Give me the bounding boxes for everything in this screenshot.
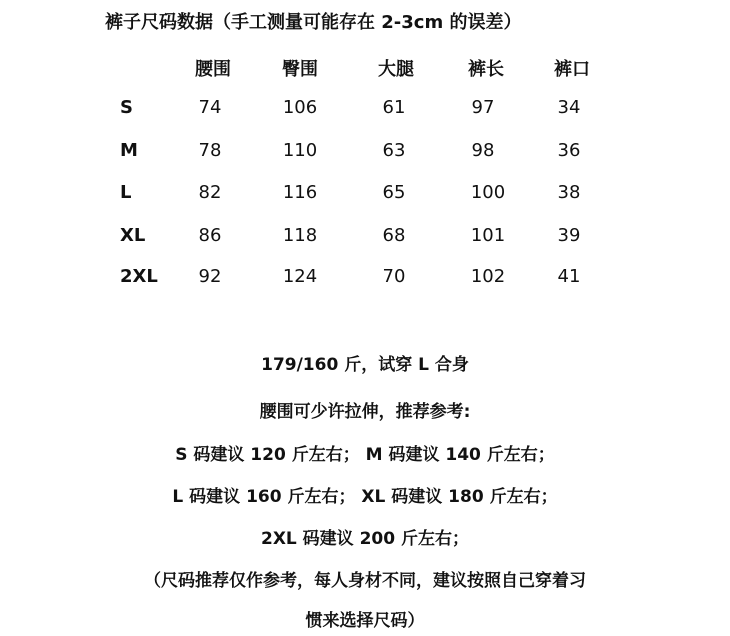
table-cell: 78	[198, 140, 222, 161]
table-cell: 34	[557, 97, 581, 118]
table-cell: 116	[282, 182, 318, 203]
size-label: XL	[120, 225, 146, 246]
table-cell: 70	[382, 266, 406, 287]
table-cell: 101	[470, 225, 506, 246]
table-cell: 102	[470, 266, 506, 287]
table-cell: 92	[198, 266, 222, 287]
recommendation-line: S 码建议 120 斤左右； M 码建议 140 斤左右；	[175, 445, 555, 465]
model-fit-note: 179/160 斤，试穿 L 合身	[261, 355, 469, 375]
table-cell: 82	[198, 182, 222, 203]
table-cell: 110	[282, 140, 318, 161]
size-label: M	[120, 140, 138, 161]
table-cell: 63	[382, 140, 406, 161]
table-cell: 100	[470, 182, 506, 203]
disclaimer-line: （尺码推荐仅作参考，每人身材不同，建议按照自己穿着习	[144, 571, 586, 591]
table-cell: 118	[282, 225, 318, 246]
table-cell: 106	[282, 97, 318, 118]
table-cell: 97	[471, 97, 495, 118]
table-cell: 124	[282, 266, 318, 287]
table-cell: 38	[557, 182, 581, 203]
column-header-hip: 臀围	[282, 59, 318, 80]
disclaimer-line: 惯来选择尺码）	[305, 611, 425, 631]
column-header-hem: 裤口	[554, 59, 590, 80]
table-cell: 65	[382, 182, 406, 203]
table-cell: 36	[557, 140, 581, 161]
table-cell: 41	[557, 266, 581, 287]
column-header-length: 裤长	[468, 59, 504, 80]
table-cell: 39	[557, 225, 581, 246]
size-label: 2XL	[120, 266, 158, 287]
size-label: S	[120, 97, 133, 118]
recommendation-line: 2XL 码建议 200 斤左右；	[260, 529, 469, 549]
table-cell: 74	[198, 97, 222, 118]
table-cell: 98	[471, 140, 495, 161]
recommendation-line: L 码建议 160 斤左右； XL 码建议 180 斤左右；	[172, 487, 558, 507]
table-cell: 68	[382, 225, 406, 246]
size-label: L	[120, 182, 132, 203]
column-header-waist: 腰围	[195, 59, 231, 80]
stretch-note: 腰围可少许拉伸，推荐参考:	[259, 402, 471, 422]
chart-title: 裤子尺码数据（手工测量可能存在 2-3cm 的误差）	[105, 12, 522, 33]
table-cell: 86	[198, 225, 222, 246]
table-cell: 61	[382, 97, 406, 118]
column-header-thigh: 大腿	[378, 59, 414, 80]
